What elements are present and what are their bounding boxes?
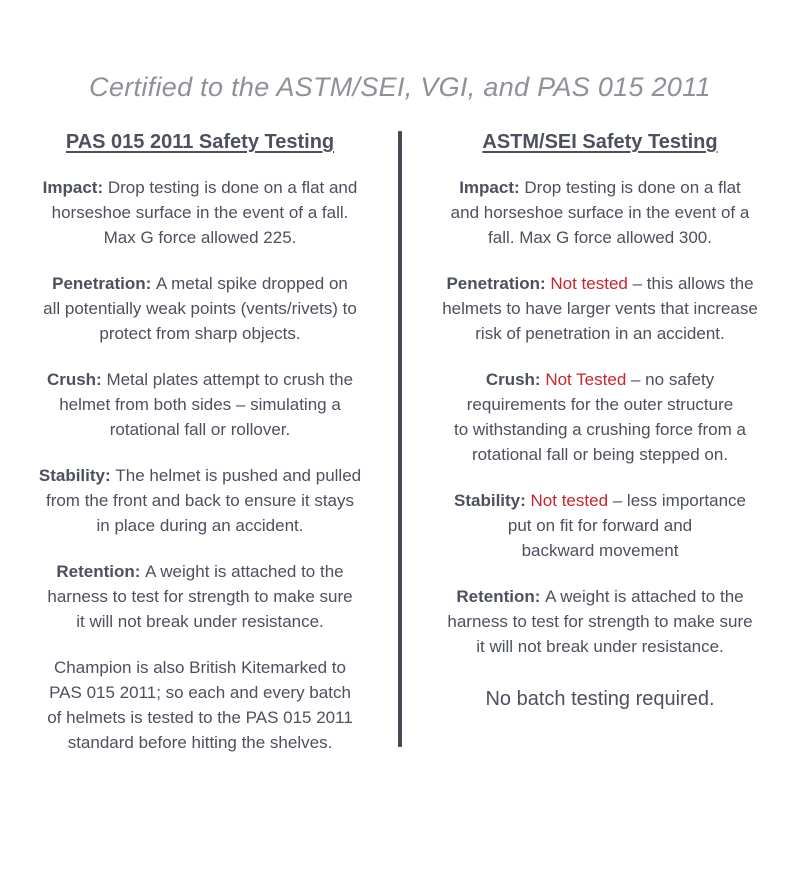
paragraph-text: and horseshoe surface in the event of a bbox=[450, 203, 750, 222]
right-paragraph bbox=[414, 584, 786, 659]
paragraph-text: – less importance bbox=[608, 491, 746, 510]
paragraph-text: helmet from both sides – simulating a bbox=[59, 395, 341, 414]
page-title: Certified to the ASTM/SEI, VGI, and PAS 015 2011 bbox=[89, 72, 711, 102]
paragraph-text: it will not break under resistance. bbox=[476, 637, 724, 656]
paragraph-text: of helmets is tested to the PAS 015 2011 bbox=[47, 708, 353, 727]
paragraph-label: Stability: bbox=[38, 466, 116, 485]
left-paragraph bbox=[14, 655, 386, 755]
paragraph-label: Penetration: bbox=[446, 274, 551, 293]
paragraph-text: A metal spike dropped on bbox=[156, 274, 348, 293]
column-right-paragraphs bbox=[414, 175, 786, 713]
paragraph-text: – this allows the bbox=[627, 274, 754, 293]
left-paragraph bbox=[14, 175, 386, 250]
paragraph-label: Stability: bbox=[454, 491, 531, 510]
left-paragraph bbox=[14, 271, 386, 346]
paragraph-text: standard before hitting the shelves. bbox=[67, 733, 333, 752]
right-paragraph bbox=[414, 367, 786, 467]
paragraph-text: helmets to have larger vents that increase bbox=[442, 299, 758, 318]
left-paragraph bbox=[14, 367, 386, 442]
paragraph-text: – no safety bbox=[626, 370, 715, 389]
paragraph-label: Penetration: bbox=[52, 274, 157, 293]
paragraph-text: Champion is also British Kitemarked to bbox=[54, 658, 346, 677]
paragraph-text: Drop testing is done on a flat bbox=[524, 178, 741, 197]
paragraph-label: Crush: bbox=[485, 370, 546, 389]
paragraph-label: Crush: bbox=[46, 370, 107, 389]
paragraph-text: Max G force allowed 225. bbox=[103, 228, 297, 247]
right-paragraph bbox=[414, 685, 786, 713]
paragraph-text: put on fit for forward and bbox=[507, 516, 693, 535]
paragraph-text: from the front and back to ensure it stays bbox=[45, 491, 355, 510]
paragraph-text: in place during an accident. bbox=[96, 516, 304, 535]
column-astm bbox=[410, 127, 790, 755]
column-divider bbox=[398, 131, 402, 747]
not-tested-highlight: Not Tested bbox=[545, 370, 627, 389]
paragraph-text: backward movement bbox=[521, 541, 679, 560]
comparison-columns bbox=[0, 127, 800, 755]
paragraph-label: Retention: bbox=[56, 562, 146, 581]
paragraph-text: Drop testing is done on a flat and bbox=[107, 178, 358, 197]
paragraph-text: rotational fall or rollover. bbox=[109, 420, 291, 439]
paragraph-text: horseshoe surface in the event of a fall. bbox=[51, 203, 349, 222]
paragraph-text: to withstanding a crushing force from a bbox=[454, 420, 746, 439]
left-paragraph bbox=[14, 559, 386, 634]
paragraph-text: it will not break under resistance. bbox=[76, 612, 324, 631]
paragraph-text: No batch testing required. bbox=[485, 688, 715, 710]
column-astm-header: ASTM/SEI Safety Testing bbox=[482, 131, 718, 153]
paragraph-label: Retention: bbox=[456, 587, 546, 606]
paragraph-text: rotational fall or being stepped on. bbox=[471, 445, 729, 464]
not-tested-highlight: Not tested bbox=[530, 491, 609, 510]
paragraph-text: The helmet is pushed and pulled bbox=[115, 466, 362, 485]
right-paragraph bbox=[414, 175, 786, 250]
paragraph-text: A weight is attached to the bbox=[545, 587, 744, 606]
paragraph-text: fall. Max G force allowed 300. bbox=[488, 228, 712, 247]
paragraph-text: Metal plates attempt to crush the bbox=[106, 370, 354, 389]
column-pas015-header: PAS 015 2011 Safety Testing bbox=[65, 131, 335, 153]
column-pas015 bbox=[10, 127, 390, 755]
certification-sheet bbox=[0, 72, 800, 872]
right-paragraph bbox=[414, 488, 786, 563]
column-left-paragraphs bbox=[14, 175, 386, 755]
paragraph-text: requirements for the outer structure bbox=[466, 395, 734, 414]
paragraph-text: PAS 015 2011; so each and every batch bbox=[49, 683, 351, 702]
paragraph-text: harness to test for strength to make sure bbox=[47, 587, 353, 606]
paragraph-text: protect from sharp objects. bbox=[99, 324, 301, 343]
paragraph-label: Impact: bbox=[459, 178, 525, 197]
right-paragraph bbox=[414, 271, 786, 346]
left-paragraph bbox=[14, 463, 386, 538]
paragraph-text: harness to test for strength to make sure bbox=[447, 612, 753, 631]
paragraph-text: all potentially weak points (vents/rivets) to bbox=[43, 299, 357, 318]
paragraph-label: Impact: bbox=[42, 178, 108, 197]
paragraph-text: risk of penetration in an accident. bbox=[475, 324, 725, 343]
not-tested-highlight: Not tested bbox=[550, 274, 628, 293]
paragraph-text: A weight is attached to the bbox=[145, 562, 344, 581]
